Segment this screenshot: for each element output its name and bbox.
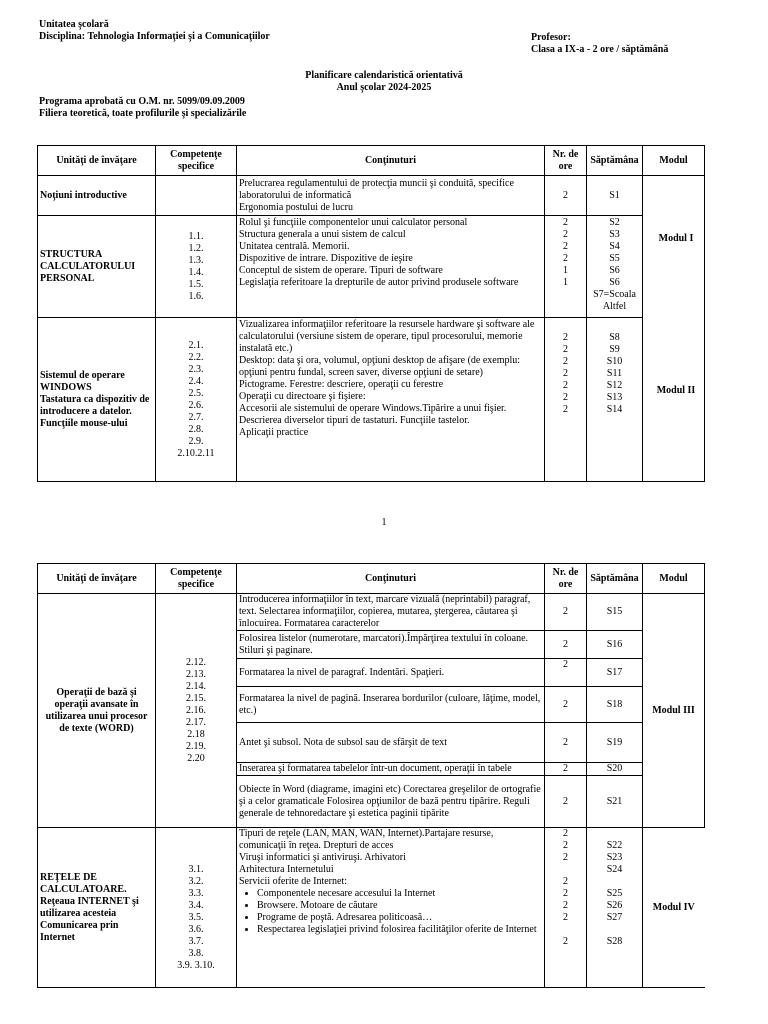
table-header-row	[38, 564, 705, 594]
hours-cell: 2	[545, 687, 587, 723]
content-cell: Tipuri de reţele (LAN, MAN, WAN, Internet).Partajare resurse, comunicaţii în reţea. Drepturi de acces Viruşi informatici şi antiviruşi. Arhivatori Arhitectura Internetului Servicii oferite de Internet: • Componentele necesare accesului la Internet • Browsere. Motoare de căutare • Programe de poştă. Adresarea politicoasă… • Respectarea legislaţiei privind folosirea facilităţilor oferite de Internet	[237, 828, 545, 988]
school-header	[39, 19, 270, 43]
program-order: Programa aprobată cu O.M. nr. 5099/09.09.2009	[39, 96, 245, 107]
week-cell: S18	[587, 687, 643, 723]
teacher: Profesor:	[531, 32, 571, 43]
content-cell: Introducerea informaţiilor în text, marcare vizuală (neprintabil) paragraf, text. Selectarea informaţiilor, copierea, mutarea, ştergerea, căutarea şi înlocuirea. Formatarea caracterelor	[237, 594, 545, 631]
week-cell: S20	[587, 763, 643, 776]
content-cell: Formatarea la nivel de paragraf. Indentări. Spaţieri.	[237, 659, 545, 687]
competence-cell: 3.1. 3.2. 3.3. 3.4. 3.5. 3.6. 3.7. 3.8. 3.9. 3.10.	[156, 828, 237, 988]
week-cell: S16	[587, 631, 643, 659]
col-units: Unităţi de învăţare	[38, 146, 156, 176]
col-module: Modul	[643, 146, 705, 176]
hours-cell: 2	[545, 176, 587, 216]
hours-cell: 2 2 2 2 2 2 2	[545, 318, 587, 482]
unit-cell: Noţiuni introductive	[38, 176, 156, 216]
class-info: Clasa a IX-a - 2 ore / săptămână	[531, 44, 669, 55]
program-info	[39, 96, 246, 120]
list-item: • Respectarea legislaţiei privind folosirea facilităţilor oferite de Internet	[257, 924, 542, 936]
week-cell: S22 S23 S24 S25 S26 S27 S28	[587, 828, 643, 988]
planning-table-1	[37, 145, 705, 482]
title-line-1: Planificare calendaristică orientativă	[305, 70, 463, 81]
week-cell: S1	[587, 176, 643, 216]
table-row	[38, 216, 705, 318]
content-cell: Formatarea la nivel de pagină. Inserarea bordurilor (culoare, lăţime, model, etc.)	[237, 687, 545, 723]
col-competences: Competenţe specifice	[156, 146, 237, 176]
program-track: Filiera teoretică, toate profilurile şi specializările	[39, 108, 247, 119]
col-contents: Conţinuturi	[237, 564, 545, 594]
hours-cell: 2	[545, 763, 587, 776]
competence-cell: 2.12. 2.13. 2.14. 2.15. 2.16. 2.17. 2.18 2.19. 2.20	[156, 594, 237, 828]
col-hours: Nr. de ore	[545, 146, 587, 176]
unit-cell: Sistemul de operare WINDOWS Tastatura ca dispozitiv de introducere a datelor. Funcţiile mouse-ului	[38, 318, 156, 482]
school-unit: Unitatea şcolară	[39, 19, 109, 30]
table-header-row	[38, 146, 705, 176]
col-contents: Conţinuturi	[237, 146, 545, 176]
module-cell	[643, 176, 705, 482]
competence-cell: 2.1. 2.2. 2.3. 2.4. 2.5. 2.6. 2.7. 2.8. 2.9. 2.10.2.11	[156, 318, 237, 482]
module-label-2: Modul II	[656, 385, 696, 396]
week-cell: S2 S3 S4 S5 S6 S6 S7=Scoala Altfel	[587, 216, 643, 318]
title-line-2: Anul şcolar 2024-2025	[336, 82, 432, 93]
unit-cell: Operaţii de bază şi operaţii avansate în utilizarea unui procesor de texte (WORD)	[38, 594, 156, 828]
content-cell: Inserarea şi formatarea tabelelor într-un document, operaţii în tabele	[237, 763, 545, 776]
teacher-header	[531, 32, 668, 56]
col-hours: Nr. de ore	[545, 564, 587, 594]
hours-cell: 2 2 2 2 2 2 2 2	[545, 828, 587, 988]
col-module: Modul	[643, 564, 705, 594]
col-competences: Competenţe specifice	[156, 564, 237, 594]
table-row	[38, 176, 705, 216]
table-row	[38, 594, 705, 631]
hours-cell: 2	[545, 776, 587, 828]
col-week: Săptămâna	[587, 146, 643, 176]
internet-services-list	[239, 888, 542, 936]
hours-cell: 2	[545, 631, 587, 659]
hours-cell: 2	[545, 594, 587, 631]
module-label-1: Modul I	[658, 233, 694, 244]
table-row	[38, 828, 705, 988]
unit-cell: STRUCTURA CALCULATORULUI PERSONAL	[38, 216, 156, 318]
page-number: 1	[381, 517, 387, 528]
content-cell: Vizualizarea informaţiilor referitoare la resursele hardware şi software ale calculatorului (versiune sistem de operare, tipul procesorului, memorie instalată etc.) Desktop: data şi ora, volumul, opţiuni desktop de afişare (de exemplu: opţiuni pentru fundal, screen saver, diverse opţiuni de setare) Pictograme. Ferestre: descriere, operaţii cu ferestre Operaţii cu directoare şi fişiere: Accesorii ale sistemului de operare Windows.Tipărire a unui fişier. Descrierea diverselor tipuri de tastaturi. Funcţiile tastelor. Aplicaţii practice	[237, 318, 545, 482]
content-cell: Prelucrarea regulamentului de protecţia muncii şi conduită, specifice laboratorului de informatică Ergonomia postului de lucru	[237, 176, 545, 216]
week-cell: S21	[587, 776, 643, 828]
module-cell: Modul III	[643, 594, 705, 828]
content-cell: Folosirea listelor (numerotare, marcatori).Împărţirea textului în coloane. Stiluri şi paginare.	[237, 631, 545, 659]
col-units: Unităţi de învăţare	[38, 564, 156, 594]
hours-cell: 2 2 2 2 1 1	[545, 216, 587, 318]
week-cell: S8 S9 S10 S11 S12 S13 S14	[587, 318, 643, 482]
list-item: • Programe de poştă. Adresarea politicoasă…	[257, 912, 542, 924]
list-item: • Browsere. Motoare de căutare	[257, 900, 542, 912]
week-cell: S19	[587, 723, 643, 763]
content-cell: Antet şi subsol. Nota de subsol sau de sfârşit de text	[237, 723, 545, 763]
week-cell: S15	[587, 594, 643, 631]
unit-cell: REŢELE DE CALCULATOARE. Reţeaua INTERNET şi utilizarea acesteia Comunicarea prin Internet	[38, 828, 156, 988]
week-cell: S17	[587, 659, 643, 687]
module-cell: Modul IV	[643, 828, 705, 988]
content-cell: Rolul şi funcţiile componentelor unui calculator personal Structura generala a unui sistem de calcul Unitatea centrală. Memorii. Dispozitive de intrare. Dispozitive de ieşire Conceptul de sistem de operare. Tipuri de software Legislaţia referitoare la drepturile de autor privind produsele software	[237, 216, 545, 318]
discipline: Disciplina: Tehnologia Informaţiei şi a Comunicaţiilor	[39, 31, 270, 42]
planning-table-2	[37, 563, 705, 988]
competence-cell	[156, 176, 237, 216]
col-week: Săptămâna	[587, 564, 643, 594]
content-cell: Obiecte în Word (diagrame, imagini etc) Corectarea greşelilor de ortografie şi a celor gramaticale Folosirea opţiunilor de bază pentru tipărire. Reguli generale de tehnoredactare şi estetica paginii tipărite	[237, 776, 545, 828]
table-row	[38, 318, 705, 482]
list-item: • Componentele necesare accesului la Internet	[257, 888, 542, 900]
hours-cell: 2	[545, 723, 587, 763]
document-title	[0, 70, 768, 94]
hours-cell: 2	[545, 659, 587, 687]
competence-cell: 1.1. 1.2. 1.3. 1.4. 1.5. 1.6.	[156, 216, 237, 318]
